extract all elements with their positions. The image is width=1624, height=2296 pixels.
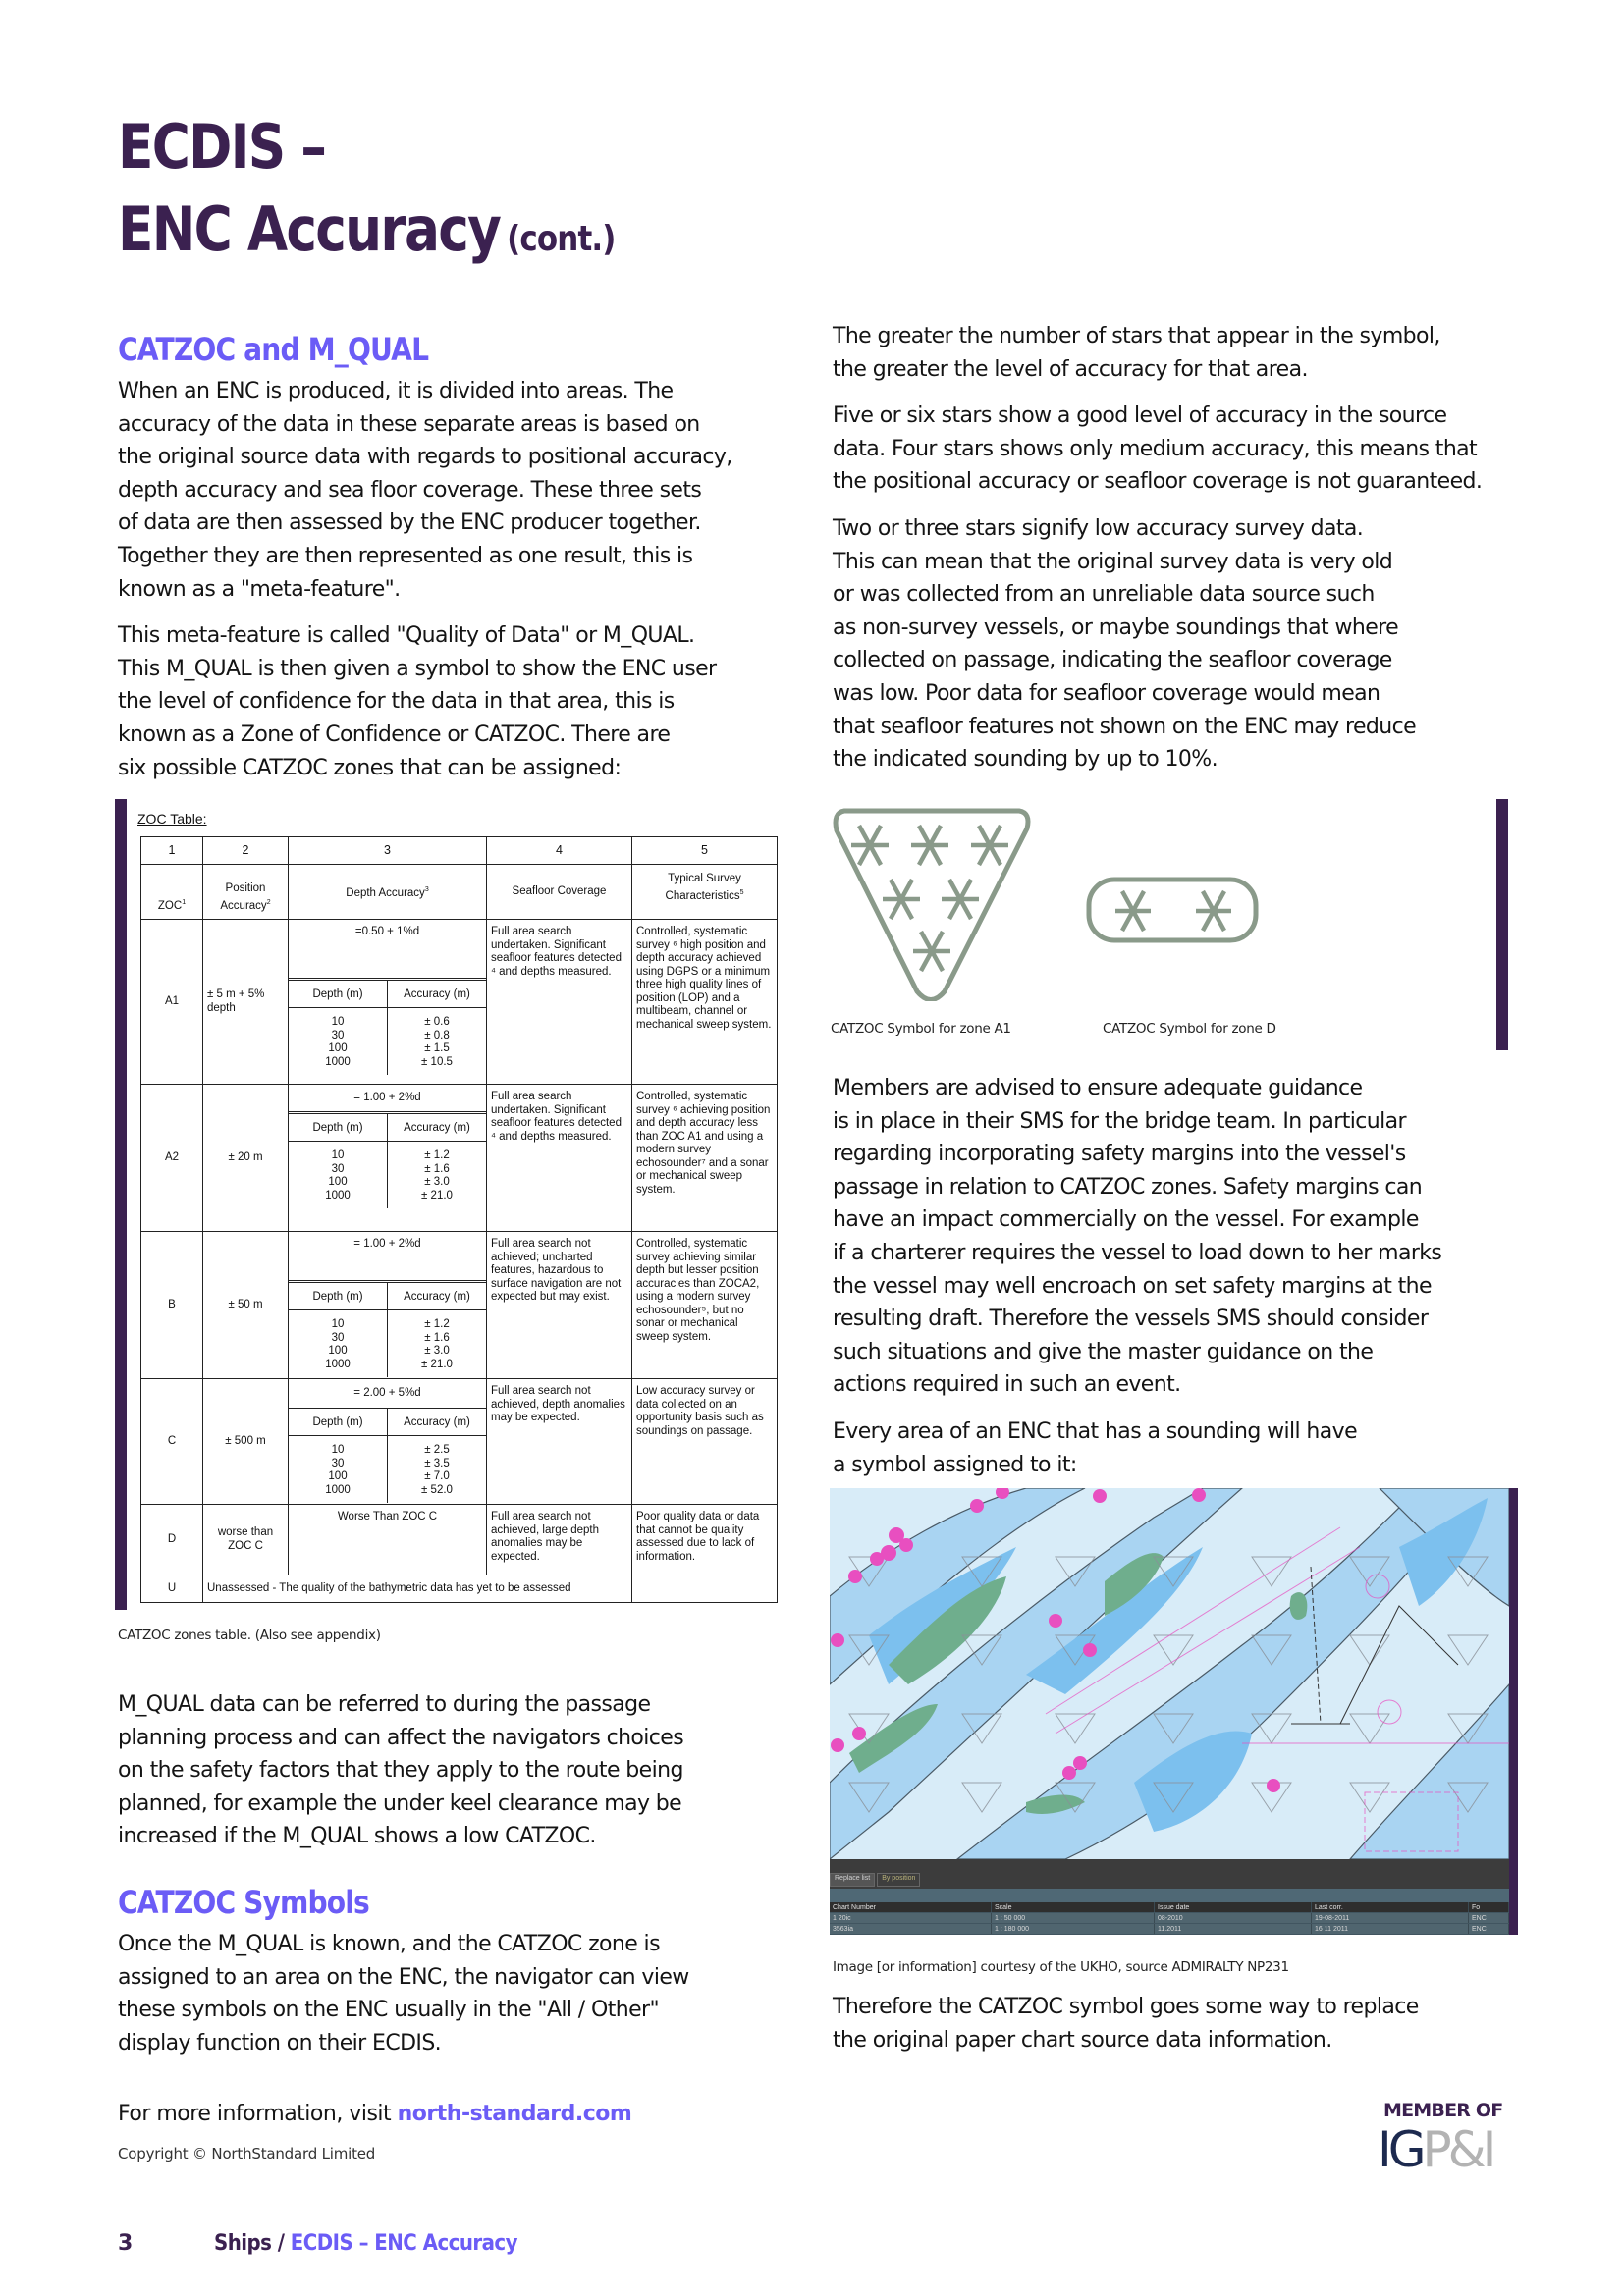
text-line: resulting draft. Therefore the vessels SMS should consider — [833, 1307, 1429, 1332]
d-symbol-caption: CATZOC Symbol for zone D — [1103, 1021, 1276, 1037]
text-line: six possible CATZOC zones that can be assigned: — [118, 755, 622, 780]
page-number: 3 — [118, 2231, 134, 2256]
table-row[interactable]: 3563ia 1 : 180 000 11.2011 16 11 2011 ENC — [830, 1924, 1509, 1935]
text-line: as non-survey vessels, or maybe soundings that where — [833, 614, 1399, 640]
text-line: collected on passage, indicating the seafloor coverage — [833, 648, 1392, 673]
subheader-accuracy: Accuracy (m) — [388, 981, 486, 1008]
seafloor-value: Full area search not achieved; uncharted features, hazardous to surface navigation are not expected but may exist. — [487, 1232, 632, 1379]
catzoc-d-symbol-icon — [1086, 877, 1259, 945]
text-line: Once the M_QUAL is known, and the CATZOC zone is — [118, 1932, 660, 1956]
accent-bar-left — [115, 799, 127, 1610]
depth-list: 10 30 100 1000 — [289, 1008, 388, 1075]
zoc-value: A2 — [141, 1085, 203, 1232]
page-title — [118, 106, 616, 281]
igpi-logo — [1378, 2120, 1492, 2179]
tab-by-position[interactable]: By position — [877, 1873, 920, 1887]
zoc-value: C — [141, 1379, 203, 1505]
ecdis-tabs — [830, 1873, 920, 1887]
title-main: ENC Accuracy — [118, 193, 501, 265]
text-line: increased if the M_QUAL shows a low CATZOC. — [118, 1824, 596, 1849]
accuracy-list: ± 0.6 ± 0.8 ± 1.5 ± 10.5 — [421, 1016, 453, 1068]
more-info-line — [118, 2102, 631, 2126]
text-line: M_QUAL data can be referred to during the passage — [118, 1692, 651, 1717]
text-line: passage in relation to CATZOC zones. Safety margins can — [833, 1174, 1423, 1200]
zoc-value: U — [141, 1575, 203, 1603]
column-header[interactable]: Scale — [992, 1902, 1155, 1912]
logo-pi: P&I — [1422, 2121, 1493, 2178]
survey-value: Controlled, systematic survey achieving similar depth but lesser position accuracies than ZOCA2, using a modern survey echosounder⁵, but no sonar or mechanical sweep system. — [632, 1232, 778, 1379]
text-line: Together they are then represented as one result, this is — [118, 543, 693, 568]
text-line: depth accuracy and sea floor coverage. These three sets — [118, 477, 702, 503]
more-info-text: For more information, visit — [118, 2102, 398, 2126]
text-line: planned, for example the under keel clearance may be — [118, 1790, 682, 1816]
table-row[interactable]: 1 20ic 1 : 50 000 08-2010 19-08-2011 ENC — [830, 1913, 1509, 1924]
column-header[interactable]: Issue date — [1155, 1902, 1312, 1912]
seafloor-value: Full area search undertaken. Significant seafloor features detected ⁴ and depths measured. — [487, 920, 632, 1085]
table-cell: 3 — [289, 837, 487, 865]
text-line: Two or three stars signify low accuracy survey data. — [833, 515, 1364, 541]
text-line: is in place in their SMS for the bridge team. In particular — [833, 1108, 1406, 1134]
accuracy-list: ± 1.2 ± 1.6 ± 3.0 ± 21.0 — [421, 1149, 453, 1201]
text-line: or was collected from an unreliable data source such — [833, 582, 1375, 608]
position-value: ± 50 m — [203, 1232, 289, 1379]
enc-chart-map — [830, 1488, 1509, 1859]
depth-formula: = 1.00 + 2%d — [289, 1085, 486, 1114]
accuracy-list: ± 1.2 ± 1.6 ± 3.0 ± 21.0 — [421, 1318, 453, 1370]
logo-ig: IG — [1378, 2121, 1423, 2178]
text-line: known as a Zone of Confidence or CATZOC. There are — [118, 721, 671, 747]
table-row-a2 — [141, 1085, 778, 1232]
ecdis-toolbar-strip — [830, 1889, 1509, 1902]
zoc-value: D — [141, 1505, 203, 1575]
depth-accuracy-cell: = 2.00 + 5%d Depth (m) Accuracy (m) 10 30 100 1000 ± 2.5 ± 3.5 ± 7.0 ± 52.0 — [289, 1379, 487, 1505]
paragraph-catzoc-symbols — [118, 1928, 689, 2059]
member-of-label: MEMBER OF — [1383, 2100, 1503, 2121]
depth-accuracy-value: Worse Than ZOC C — [289, 1505, 487, 1575]
table-cell: 2 — [203, 837, 289, 865]
header-survey-characteristics: Typical Survey Characteristics$^5$ — [632, 865, 778, 920]
survey-value: Poor quality data or data that cannot be quality assessed due to lack of information. — [632, 1505, 778, 1575]
column-header[interactable]: Last corr. — [1312, 1902, 1469, 1912]
seafloor-value: Full area search not achieved, depth anomalies may be expected. — [487, 1379, 632, 1505]
text-line: assigned to an area on the ENC, the navigator can view — [118, 1964, 689, 1990]
text-line: Therefore the CATZOC symbol goes some way to replace — [833, 1995, 1419, 2019]
text-line: these symbols on the ENC usually in the "All / Other" — [118, 1998, 659, 2023]
depth-list: 10 30 100 1000 — [289, 1436, 388, 1503]
depth-accuracy-cell — [289, 920, 487, 1085]
text-line: the level of confidence for the data in that area, this is — [118, 689, 675, 715]
text-line: Every area of an ENC that has a sounding will have — [833, 1418, 1358, 1444]
text-line: a symbol assigned to it: — [833, 1452, 1077, 1477]
text-line: the greater the level of accuracy for that area. — [833, 356, 1308, 382]
text-line: the positional accuracy or seafloor coverage is not guaranteed. — [833, 469, 1483, 495]
table-header-row — [141, 865, 778, 920]
paragraph-stars-accuracy — [833, 320, 1482, 776]
catzoc-a1-symbol-icon — [831, 807, 1032, 1001]
depth-formula: = 1.00 + 2%d — [289, 1232, 486, 1283]
breadcrumb-section[interactable]: Ships / — [214, 2231, 291, 2256]
paragraph-members-advised — [833, 1072, 1441, 1481]
table-row — [141, 837, 778, 865]
depth-list: 10 30 100 1000 — [289, 1142, 388, 1208]
table-row-b — [141, 1232, 778, 1379]
subheader-depth: Depth (m) — [289, 981, 388, 1008]
heading-catzoc-symbols: CATZOC Symbols — [118, 1884, 369, 1921]
chart-image-caption: Image [or information] courtesy of the UKHO, source ADMIRALTY NP231 — [833, 1959, 1289, 1975]
text-line: was low. Poor data for seafloor coverage would mean — [833, 680, 1380, 706]
text-line: display function on their ECDIS. — [118, 2030, 442, 2056]
text-line: of data are then assessed by the ENC producer together. — [118, 510, 701, 536]
survey-value: Controlled, systematic survey ⁶ achieving position and depth accuracy less than ZOC A1 and using a modern survey echosounder⁷ and a sonar or mechanical sweep system. — [632, 1085, 778, 1232]
survey-value: Low accuracy survey or data collected on an opportunity basis such as soundings on passage. — [632, 1379, 778, 1505]
text-line: planning process and can affect the navigators choices — [118, 1725, 684, 1750]
table-row-a1 — [141, 920, 778, 1085]
text-line: Five or six stars show a good level of accuracy in the source — [833, 403, 1447, 429]
depth-accuracy-cell: = 1.00 + 2%d Depth (m) Accuracy (m) 10 30 100 1000 ± 1.2 ± 1.6 ± 3.0 ± 21.0 — [289, 1085, 487, 1232]
tab-replace-list[interactable]: Replace list — [830, 1873, 875, 1887]
header-position-accuracy: Position Accuracy$^2$ — [203, 865, 289, 920]
header-zoc: ZOC$^1$ — [141, 865, 203, 920]
ecdis-chart-image — [830, 1488, 1509, 1935]
breadcrumb-page[interactable]: ECDIS – ENC Accuracy — [290, 2231, 518, 2256]
unassessed-value: Unassessed - The quality of the bathymetric data has yet to be assessed — [203, 1575, 632, 1603]
text-line: When an ENC is produced, it is divided into areas. The — [118, 379, 674, 403]
text-line: accuracy of the data in these separate areas is based on — [118, 411, 700, 437]
heading-catzoc-mqual: CATZOC and M_QUAL — [118, 331, 429, 368]
accent-bar-right — [1496, 799, 1508, 1050]
position-value: ± 5 m + 5% depth — [203, 920, 289, 1085]
survey-value: Controlled, systematic survey ⁶ high position and depth accuracy achieved using DGPS or a minimum three high quality lines of position (LOP) and a multibeam, channel or mechanical sweep system. — [632, 920, 778, 1085]
paragraph-enc-areas — [118, 375, 732, 784]
a1-symbol-caption: CATZOC Symbol for zone A1 — [831, 1021, 1011, 1037]
text-line: This can mean that the original survey data is very old — [833, 549, 1393, 574]
depth-list: 10 30 100 1000 — [289, 1310, 388, 1377]
text-line: that seafloor features not shown on the ENC may reduce — [833, 714, 1417, 739]
text-line: data. Four stars shows only medium accuracy, this means that — [833, 436, 1478, 461]
seafloor-value: Full area search undertaken. Significant seafloor features detected ⁴ and depths measured. — [487, 1085, 632, 1232]
ecdis-chart-table — [830, 1902, 1509, 1935]
seafloor-value: Full area search not achieved, large depth anomalies may be expected. — [487, 1505, 632, 1575]
text-line: the vessel may well encroach on set safety margins at the — [833, 1273, 1432, 1299]
table-cell-empty — [632, 1575, 778, 1603]
text-line: the indicated sounding by up to 10%. — [833, 747, 1218, 773]
zoc-table-caption: CATZOC zones table. (Also see appendix) — [118, 1628, 381, 1643]
depth-formula: =0.50 + 1%d — [289, 920, 486, 981]
column-header[interactable]: Chart Number — [830, 1902, 992, 1912]
text-line: This M_QUAL is then given a symbol to show the ENC user — [118, 656, 717, 681]
table-row-c — [141, 1379, 778, 1505]
table-row-u — [141, 1575, 778, 1603]
website-link[interactable]: north-standard.com — [397, 2102, 632, 2126]
table-cell: 1 — [141, 837, 203, 865]
text-line: The greater the number of stars that appear in the symbol, — [833, 324, 1440, 348]
zoc-value: B — [141, 1232, 203, 1379]
text-line: on the safety factors that they apply to the route being — [118, 1758, 683, 1784]
title-line-1: ECDIS – — [118, 111, 326, 183]
text-line: the original paper chart source data information. — [833, 2027, 1332, 2053]
title-suffix: (cont.) — [507, 219, 616, 259]
text-line: such situations and give the master guidance on the — [833, 1339, 1374, 1364]
breadcrumb — [214, 2231, 517, 2256]
position-value: worse than ZOC C — [203, 1505, 289, 1575]
header-seafloor-coverage: Seafloor Coverage — [487, 865, 632, 920]
accuracy-list: ± 2.5 ± 3.5 ± 7.0 ± 52.0 — [421, 1444, 453, 1496]
paragraph-therefore — [833, 1991, 1419, 2056]
header-depth-accuracy: Depth Accuracy$^3$ — [289, 865, 487, 920]
table-row-d — [141, 1505, 778, 1575]
table-header-row — [830, 1902, 1509, 1913]
text-line: have an impact commercially on the vessel. For example — [833, 1207, 1419, 1233]
text-line: actions required in such an event. — [833, 1372, 1181, 1398]
table-cell: 4 — [487, 837, 632, 865]
zoc-table — [140, 836, 778, 1603]
paragraph-mqual-planning — [118, 1688, 683, 1853]
table-cell: 5 — [632, 837, 778, 865]
text-line: the original source data with regards to positional accuracy, — [118, 445, 732, 470]
depth-formula: = 2.00 + 5%d — [289, 1379, 486, 1409]
copyright-text: Copyright © NorthStandard Limited — [118, 2145, 376, 2163]
zoc-table-label: ZOC Table: — [137, 811, 207, 827]
zoc-value: A1 — [141, 920, 203, 1085]
position-value: ± 500 m — [203, 1379, 289, 1505]
text-line: if a charterer requires the vessel to load down to her marks — [833, 1240, 1442, 1265]
position-value: ± 20 m — [203, 1085, 289, 1232]
text-line: Members are advised to ensure adequate guidance — [833, 1076, 1363, 1100]
title-line-2 — [118, 188, 616, 281]
accent-bar-chart — [1509, 1488, 1518, 1935]
depth-accuracy-cell: = 1.00 + 2%d Depth (m) Accuracy (m) 10 30 100 1000 ± 1.2 ± 1.6 ± 3.0 ± 21.0 — [289, 1232, 487, 1379]
text-line: known as a "meta-feature". — [118, 576, 401, 602]
text-line: regarding incorporating safety margins into the vessel's — [833, 1142, 1406, 1167]
text-line: This meta-feature is called "Quality of Data" or M_QUAL. — [118, 623, 695, 649]
ecdis-chart-list-panel — [830, 1859, 1509, 1935]
column-header[interactable]: Fo — [1469, 1902, 1509, 1912]
